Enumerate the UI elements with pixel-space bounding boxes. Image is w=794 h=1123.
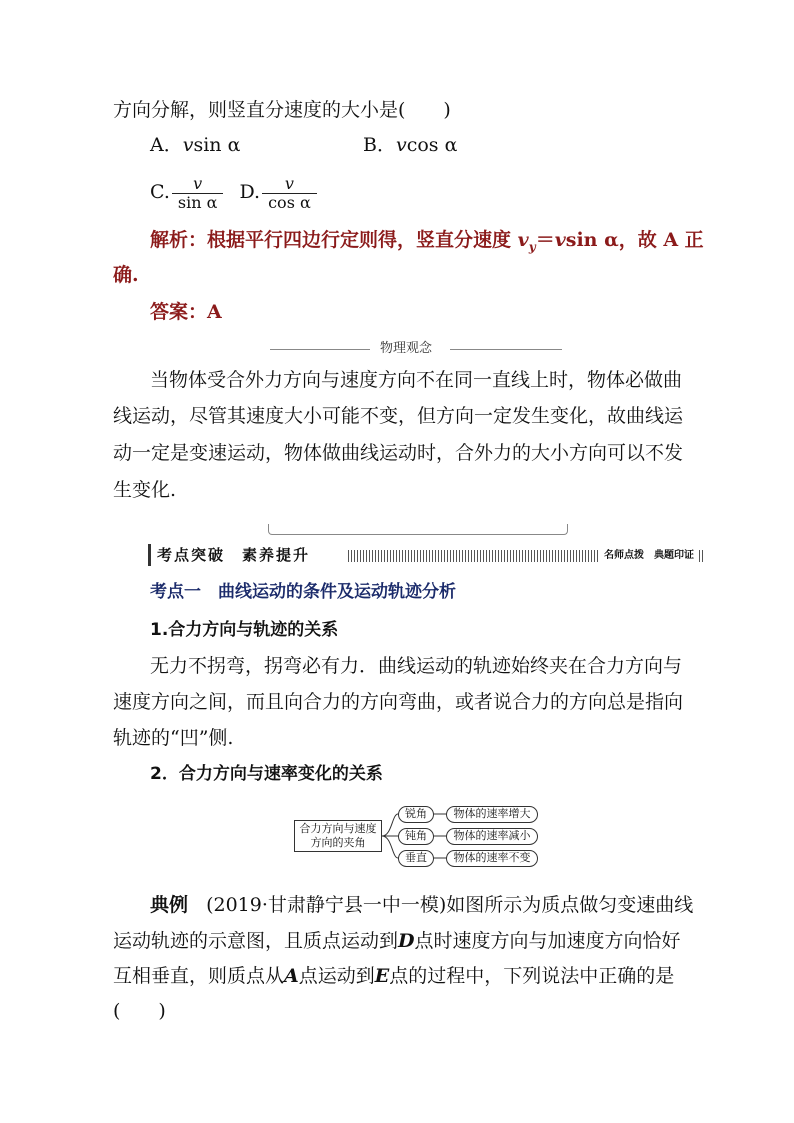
option-b-func: cos α [406,134,458,156]
callout-title: 物理观念 [380,341,433,356]
options-cd [150,170,319,214]
analysis-label: 解析： [150,229,208,251]
example-point-d: D [398,930,415,952]
option-d[interactable] [239,173,318,212]
analysis-v: v [554,229,566,251]
callout-line-4: 生变化. [113,479,177,501]
subheading-1: 1.合力方向与轨迹的关系 [150,620,339,640]
section-header [148,544,704,566]
example-point-e: E [374,965,390,987]
callout-line-3: 动一定是变速运动，物体做曲线运动时，合外力的大小方向可以不发 [113,442,684,464]
example-text-1: 如图所示为质点做匀变速曲线 [446,894,694,916]
option-c-numerator: v [172,175,224,194]
example-text-2: 运动轨迹的示意图，且质点运动到 [113,930,399,952]
answer-label: 答案： [150,301,208,323]
analysis-line-2: 确. [113,264,139,286]
section-tag: 名师点拨 典题印证 [600,549,698,563]
option-a-func: sin α [193,134,241,156]
option-d-fraction [262,175,317,212]
option-d-numerator: v [262,175,317,194]
diagram-angle-right: 垂直 [398,850,434,867]
example-line-1 [150,893,693,917]
analysis-eq: ＝ [535,229,555,251]
callout-line-2: 线运动，尽管其速度大小可能不变，但方向一定发生变化，故曲线运 [113,405,684,427]
callout-line-1: 当物体受合外力方向与速度方向不在同一直线上时，物体必做曲 [150,369,683,391]
option-a-var: v [182,134,194,156]
para1-line-1: 无力不拐弯，拐弯必有力．曲线运动的轨迹始终夹在合力方向与 [150,655,683,677]
subheading-2: 2．合力方向与速率变化的关系 [150,764,383,784]
option-b-label: B． [363,134,396,156]
option-c-fraction [172,175,224,212]
callout-header [270,340,562,358]
angle-speed-diagram [292,800,542,872]
option-c-denominator: sin α [177,192,218,212]
option-a-label: A． [150,134,183,156]
analysis-text-3: sin α，故 A 正 [565,229,704,251]
example-label: 典例 [150,894,189,916]
question-stem: 方向分解，则竖直分速度的大小是( ) [113,99,451,121]
diagram-root: 合力方向与速度方向的夹角 [294,820,382,852]
option-d-denominator: cos α [268,192,311,212]
diagram-angle-obtuse: 钝角 [398,828,434,845]
option-c-label: C. [150,181,170,203]
section-label: 考点突破 素养提升 [148,544,344,566]
analysis-vy: v [517,229,529,251]
analysis-vy-sub: y [528,239,536,254]
option-b-var: v [395,134,407,156]
example-point-a: A [284,965,299,987]
option-c[interactable] [150,173,231,212]
option-a[interactable] [150,133,240,157]
answer [150,300,222,324]
analysis-line-1 [150,228,704,259]
diagram-result-right: 物体的速率不变 [446,850,538,867]
example-text-6: 点的过程中，下列说法中正确的是 [389,965,675,987]
option-d-label: D. [239,181,261,203]
example-line-2 [113,929,681,953]
callout-rule-right [450,349,562,350]
kaodian-title: 考点一 曲线运动的条件及运动轨迹分析 [150,582,456,602]
diagram-result-acute: 物体的速率增大 [446,806,538,823]
para1-line-3: 轨迹的“凹”侧. [113,727,234,749]
callout-bottom-border [268,524,568,535]
option-b[interactable] [363,133,457,157]
example-text-4: 互相垂直，则质点从 [113,965,285,987]
callout-rule-left [270,349,370,350]
answer-value: A [207,301,222,323]
diagram-angle-acute: 锐角 [398,806,434,823]
example-line-4: ( ) [113,1000,166,1022]
example-line-3 [113,964,674,988]
example-text-3: 点时速度方向与加速度方向恰好 [414,930,681,952]
example-text-5: 点运动到 [298,965,375,987]
diagram-result-obtuse: 物体的速率减小 [446,828,538,845]
analysis-text-1: 根据平行四边行定则得，竖直分速度 [207,229,512,251]
example-source: (2019·甘肃静宁县一中一模) [206,894,447,916]
para1-line-2: 速度方向之间，而且向合力的方向弯曲，或者说合力的方向总是指向 [113,691,684,713]
